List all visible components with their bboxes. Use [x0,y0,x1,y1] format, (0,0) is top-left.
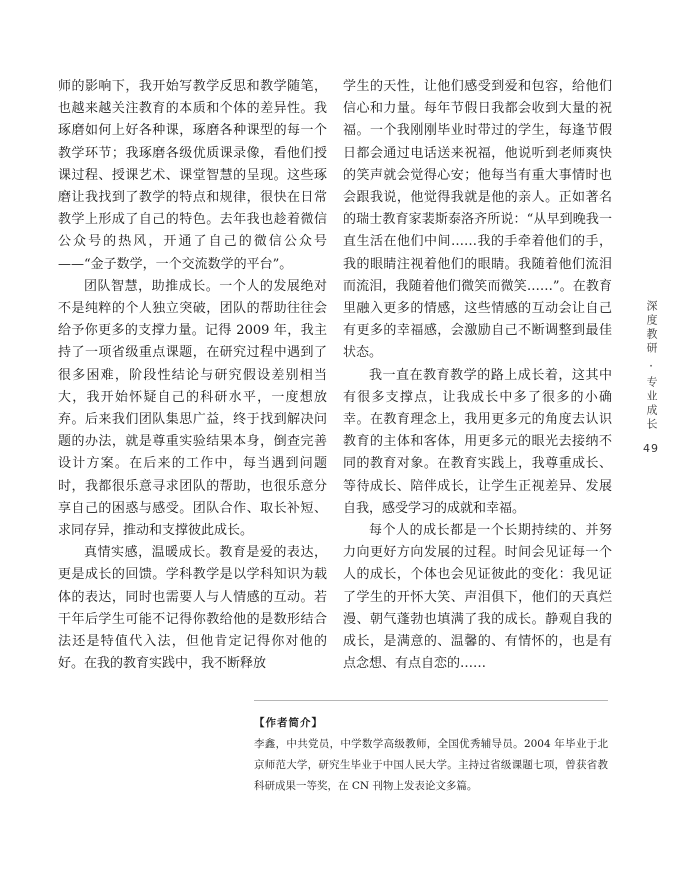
paragraph: 我一直在教育教学的路上成长着，这其中有很多支撑点，让我成长中多了很多的小确幸。在教育理念上，我用更多元的角度去认识教育的主体和客体，用更多元的眼光去接纳不同的教育对象。在教育实践上，我尊重成长、等待成长、陪伴成长，让学生正视差异、发展自我，感受学习的成就和幸福。 [343,367,612,516]
paragraph: 每个人的成长都是一个长期持续的、并努力向更好方向发展的过程。时间会见证每一个人的成长，个体也会见证彼此的变化：我见证了学生的开怀大笑、声泪俱下，他们的天真烂漫、朝气蓬勃也填满了我的成长。静观自我的成长，是满意的、温馨的、有情怀的，也是有点念想、有点自恋的…… [343,523,612,672]
author-bio-text: 李鑫，中共党员，中学数学高级教师，全国优秀辅导员。2004 年毕业于北京师范大学，研究生毕业于中国人民大学。主持过省级课题七项，曾获省教科研成果一等奖，在 CN 刊物上发表论文多篇。 [254,738,608,792]
paragraph: 真情实感，温暖成长。教育是爱的表达，更是成长的回馈。学科教学是以学科知识为载体的表达，同时也需要人与人情感的互动。若干年后学生可能不记得你教给他的是数形结合法还是特值代入法，但他肯定记得你对他的好。在我的教育实践中，我不断释放 [58,545,327,672]
author-bio [254,713,608,797]
page-number: 49 [643,442,659,455]
section-label-research: 深度教研 [645,300,658,356]
paragraph: 学生的天性，让他们感受到爱和包容，给他们信心和力量。每年节假日我都会收到大量的祝福。一个我刚刚毕业时带过的学生，每逢节假日都会通过电话送来祝福，他说听到老师爽快的笑声就会觉得心安；他每当有重大事情时也会跟我说，他觉得我就是他的亲人。正如著名的瑞士教育家裴斯泰洛齐所说：“从早到晚我一直生活在他们中间……我的手牵着他们的手，我的眼睛注视着他们的眼睛。我随着他们流泪而流泪，我随着他们微笑而微笑……”。在教育里融入更多的情感，这些情感的互动会让自己有更多的幸福感，会激励自己不断调整到最佳状态。 [343,79,612,361]
section-label-growth: 专业成长 [645,376,658,432]
paragraph: 团队智慧，助推成长。一个人的发展绝对不是纯粹的个人独立突破，团队的帮助往往会给予你更多的支撑力量。记得 2009 年，我主持了一项省级重点课题，在研究过程中遇到了很多困难，阶段性结论与研究假设差别相当大，我开始怀疑自己的科研水平，一度想放弃。后来我们团队集思广益，终于找到解决问题的办法，就是尊重实验结果本身，倒查完善设计方案。在后来的工作中，每当遇到问题时，我都很乐意寻求团队的帮助，也很乐意分享自己的困惑与感受。团队合作、取长补短、求同存异，推动和支撑彼此成长。 [58,278,327,539]
article-right-column [343,76,612,675]
article-left-column [58,76,327,675]
section-sidebar [636,300,666,455]
bio-divider [254,700,608,701]
section-separator: · [649,359,653,373]
paragraph: 师的影响下，我开始写教学反思和教学随笔，也越来越关注教育的本质和个体的差异性。我琢磨如何上好各种课，琢磨各种课型的每一个教学环节；我琢磨各级优质课录像，看他们授课过程、授课艺术、课堂智慧的呈现。这些琢磨让我找到了教学的特点和规律，很快在日常教学上形成了自己的特色。去年我也趁着微信公众号的热风，开通了自己的微信公众号——“金子数学，一个交流数学的平台”。 [58,79,327,272]
author-bio-heading: 【作者简介】 [254,717,323,729]
